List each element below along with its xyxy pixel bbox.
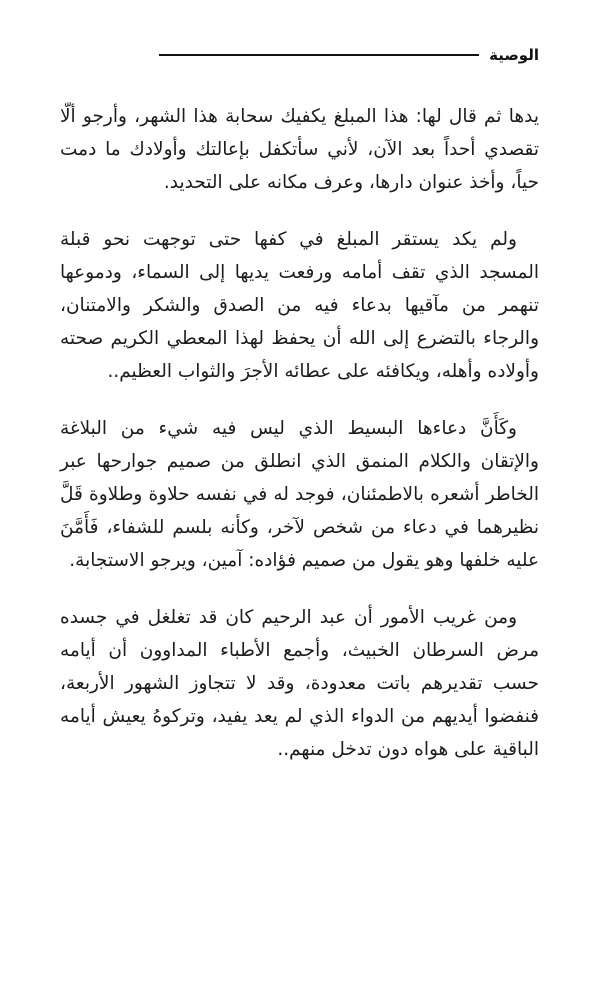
page-header: [60, 40, 539, 70]
paragraph-1: يدها ثم قال لها: هذا المبلغ يكفيك سحابة هذا الشهر، وأرجو ألّا تقصدي أحداً بعد الآن، لأني سأتكفل بإعالتك وأولادك ما دمت حياً، وأخذ عنوان دارها، وعرف مكانه على التحديد.: [60, 106, 539, 193]
body-text: [60, 100, 539, 790]
paragraph-3: وكَأَنَّ دعاءها البسيط الذي ليس فيه شيء من البلاغة والإتقان والكلام المنمق الذي انطلق من صميم جوارحها عبر الخاطر أشعره بالاطمئنان، فوجد له في نفسه حلاوة وطلاوة قَلَّ نظيرهما في دعاء من شخص لآخر، وكأنه بلسم للشفاء، فَأَمَّنَ عليه خلفها وهو يقول من صميم فؤاده: آمين، ويرجو الاستجابة.: [60, 418, 539, 571]
paragraph-2: ولم يكد يستقر المبلغ في كفها حتى توجهت نحو قبلة المسجد الذي تقف أمامه ورفعت يديها إلى السماء، ودموعها تنهمر من مآقيها بدعاء فيه من الصدق والشكر والامتنان، والرجاء بالتضرع إلى الله أن يحفظ لهذا المعطي الكريم صحته وأولاده وأهله، ويكافئه على عطائه الأجرَ والثواب العظيم..: [60, 229, 539, 382]
paragraph-4: ومن غريب الأمور أن عبد الرحيم كان قد تغلغل في جسده مرض السرطان الخبيث، وأجمع الأطباء المداوون أن أيامه حسب تقديرهم باتت معدودة، وقد لا تتجاوز الشهور الأربعة، فنفضوا أيديهم من الدواء الذي لم يعد يفيد، وتركوهُ يعيش أيامه الباقية على هواه دون تدخل منهم..: [60, 607, 539, 760]
chapter-title: الوصية: [489, 46, 539, 64]
header-rule: [159, 54, 479, 56]
